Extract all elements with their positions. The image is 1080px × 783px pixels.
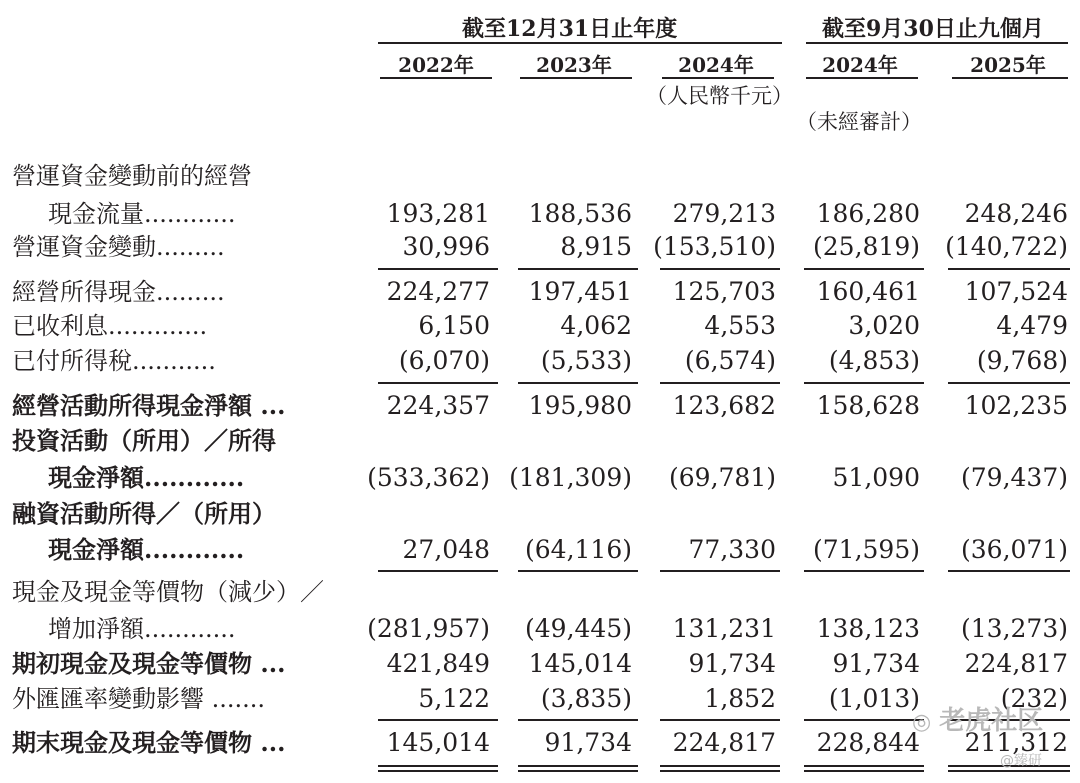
row-label: 已付所得稅........... xyxy=(12,347,216,375)
subtotal-rule xyxy=(518,719,638,721)
value-2025-9m: 102,235 xyxy=(964,391,1068,420)
row-label: 融資活動所得／（所用） xyxy=(12,499,276,528)
value-2022: (533,362) xyxy=(367,463,490,492)
value-2024-9m: 138,123 xyxy=(816,614,920,643)
value-2023: 8,915 xyxy=(560,232,632,261)
row-label: 投資活動（所用）／所得 xyxy=(12,426,276,455)
year-header-2024-annual: 2024年 xyxy=(678,53,754,77)
row-label: 已收利息............. xyxy=(12,312,208,340)
value-2024: 4,553 xyxy=(704,311,776,340)
value-2023: 188,536 xyxy=(528,199,632,228)
value-2024-9m: 158,628 xyxy=(816,391,920,420)
group-header-interim: 截至9月30日止九個月 xyxy=(822,16,1044,42)
row-label: 現金及現金等價物（減少）／ xyxy=(12,578,324,606)
value-2025-9m: 4,479 xyxy=(996,311,1068,340)
value-2023: (181,309) xyxy=(509,463,632,492)
value-2024: 77,330 xyxy=(688,535,776,564)
value-2025-9m: (36,071) xyxy=(961,535,1068,564)
row-label: 外匯匯率變動影響 ....... xyxy=(12,685,266,713)
row-net-change-line1 xyxy=(0,576,1080,608)
value-2024: 131,231 xyxy=(672,614,776,643)
value-2024: 224,817 xyxy=(672,728,776,757)
year-underline-2024-annual xyxy=(662,77,774,79)
value-2025-9m: 107,524 xyxy=(964,277,1068,306)
year-header-2024-interim: 2024年 xyxy=(822,53,898,77)
value-2022: 27,048 xyxy=(402,535,490,564)
row-label: 現金淨額............ xyxy=(48,535,245,564)
value-2022: (6,070) xyxy=(398,346,490,375)
year-underline-2024-interim xyxy=(806,77,918,79)
total-double-rule xyxy=(518,765,638,767)
row-investing-line1 xyxy=(0,425,1080,457)
group-underline-interim xyxy=(806,42,1068,44)
row-opening-cash xyxy=(0,648,1080,680)
subtotal-rule xyxy=(518,268,638,270)
value-2025-9m: 211,312 xyxy=(964,728,1068,757)
value-2025-9m: (13,273) xyxy=(961,614,1068,643)
year-underline-2025 xyxy=(952,77,1068,79)
year-header-2022: 2022年 xyxy=(398,53,474,77)
subtotal-rule xyxy=(378,382,498,384)
total-double-rule xyxy=(660,770,780,772)
row-pre-wc-cashflow-line1 xyxy=(0,160,1080,192)
value-2024-9m: (71,595) xyxy=(813,535,920,564)
row-interest-received xyxy=(0,310,1080,342)
row-net-cash-investing xyxy=(0,462,1080,494)
total-double-rule xyxy=(378,770,498,772)
value-2022: 6,150 xyxy=(418,311,490,340)
total-double-rule xyxy=(518,770,638,772)
value-2024-9m: (1,013) xyxy=(828,684,920,713)
subtotal-rule xyxy=(948,382,1070,384)
value-2023: 4,062 xyxy=(560,311,632,340)
value-2023: (3,835) xyxy=(540,684,632,713)
row-label: 現金流量............ xyxy=(48,200,236,228)
row-label: 期初現金及現金等價物 ... xyxy=(12,649,286,678)
year-header-2023: 2023年 xyxy=(536,53,612,77)
subtotal-rule xyxy=(804,268,924,270)
value-2023: (64,116) xyxy=(525,535,632,564)
unit-label: （人民幣千元） xyxy=(646,84,793,108)
subtotal-rule xyxy=(378,570,498,572)
row-financing-line1 xyxy=(0,498,1080,530)
row-label: 現金淨額............ xyxy=(48,463,245,492)
row-net-change-cash xyxy=(0,613,1080,645)
value-2024-9m: 51,090 xyxy=(832,463,920,492)
value-2022: 145,014 xyxy=(386,728,490,757)
row-label: 經營活動所得現金淨額 ... xyxy=(12,391,286,420)
total-double-rule xyxy=(804,765,924,767)
value-2023: 197,451 xyxy=(528,277,632,306)
total-double-rule xyxy=(948,770,1070,772)
value-2022: 224,357 xyxy=(386,391,490,420)
year-header-2025: 2025年 xyxy=(970,53,1046,77)
value-2023: 91,734 xyxy=(544,728,632,757)
value-2022: 421,849 xyxy=(386,649,490,678)
value-2023: 195,980 xyxy=(528,391,632,420)
row-net-cash-financing xyxy=(0,534,1080,566)
row-income-tax-paid xyxy=(0,345,1080,377)
subtotal-rule xyxy=(804,570,924,572)
total-double-rule xyxy=(660,765,780,767)
value-2022: (281,957) xyxy=(367,614,490,643)
unaudited-label: （未經審計） xyxy=(796,110,922,134)
value-2024-9m: (25,819) xyxy=(813,232,920,261)
subtotal-rule xyxy=(378,719,498,721)
value-2024: 1,852 xyxy=(704,684,776,713)
watermark-text: 老虎社区 xyxy=(939,706,1044,736)
group-underline-annual xyxy=(378,42,782,44)
value-2024: 91,734 xyxy=(688,649,776,678)
value-2024-9m: 3,020 xyxy=(848,311,920,340)
value-2024: 279,213 xyxy=(672,199,776,228)
value-2025-9m: 248,246 xyxy=(964,199,1068,228)
value-2022: 193,281 xyxy=(386,199,490,228)
value-2024-9m: 160,461 xyxy=(816,277,920,306)
row-pre-wc-cashflow xyxy=(0,198,1080,230)
total-double-rule xyxy=(804,770,924,772)
value-2024-9m: (4,853) xyxy=(828,346,920,375)
value-2022: 30,996 xyxy=(402,232,490,261)
value-2024: (6,574) xyxy=(684,346,776,375)
row-net-cash-operating xyxy=(0,390,1080,422)
value-2024-9m: 228,844 xyxy=(816,728,920,757)
subtotal-rule xyxy=(660,570,780,572)
value-2025-9m: (140,722) xyxy=(945,232,1068,261)
subtotal-rule xyxy=(804,382,924,384)
subtotal-rule xyxy=(948,570,1070,572)
watermark-brand xyxy=(912,700,1043,737)
value-2024: (153,510) xyxy=(653,232,776,261)
value-2024: 123,682 xyxy=(672,391,776,420)
row-wc-changes xyxy=(0,231,1080,263)
year-underline-2022 xyxy=(380,77,492,79)
subtotal-rule xyxy=(660,719,780,721)
subtotal-rule xyxy=(948,268,1070,270)
value-2022: 224,277 xyxy=(386,277,490,306)
year-underline-2023 xyxy=(520,77,632,79)
subtotal-rule xyxy=(378,268,498,270)
subtotal-rule xyxy=(518,570,638,572)
value-2024: (69,781) xyxy=(669,463,776,492)
value-2025-9m: 224,817 xyxy=(964,649,1068,678)
row-label: 營運資金變動......... xyxy=(12,233,225,261)
group-header-annual: 截至12月31日止年度 xyxy=(462,16,678,42)
subtotal-rule xyxy=(660,268,780,270)
subtotal-rule xyxy=(804,719,924,721)
row-label: 增加淨額............ xyxy=(48,615,236,643)
value-2022: 5,122 xyxy=(418,684,490,713)
value-2025-9m: (232) xyxy=(1000,684,1068,713)
row-label: 期末現金及現金等價物 ... xyxy=(12,728,286,757)
row-cash-from-operations xyxy=(0,276,1080,308)
value-2025-9m: (79,437) xyxy=(961,463,1068,492)
value-2023: (5,533) xyxy=(540,346,632,375)
watermark-handle: @臻研 xyxy=(1000,753,1042,769)
row-label: 營運資金變動前的經營 xyxy=(12,162,252,190)
value-2024-9m: 91,734 xyxy=(832,649,920,678)
value-2023: (49,445) xyxy=(525,614,632,643)
value-2024: 125,703 xyxy=(672,277,776,306)
value-2024-9m: 186,280 xyxy=(816,199,920,228)
total-double-rule xyxy=(378,765,498,767)
subtotal-rule xyxy=(518,382,638,384)
row-label: 經營所得現金......... xyxy=(12,278,225,306)
value-2025-9m: (9,768) xyxy=(976,346,1068,375)
watermark-logo-icon: ◎ xyxy=(912,710,932,735)
subtotal-rule xyxy=(660,382,780,384)
value-2023: 145,014 xyxy=(528,649,632,678)
